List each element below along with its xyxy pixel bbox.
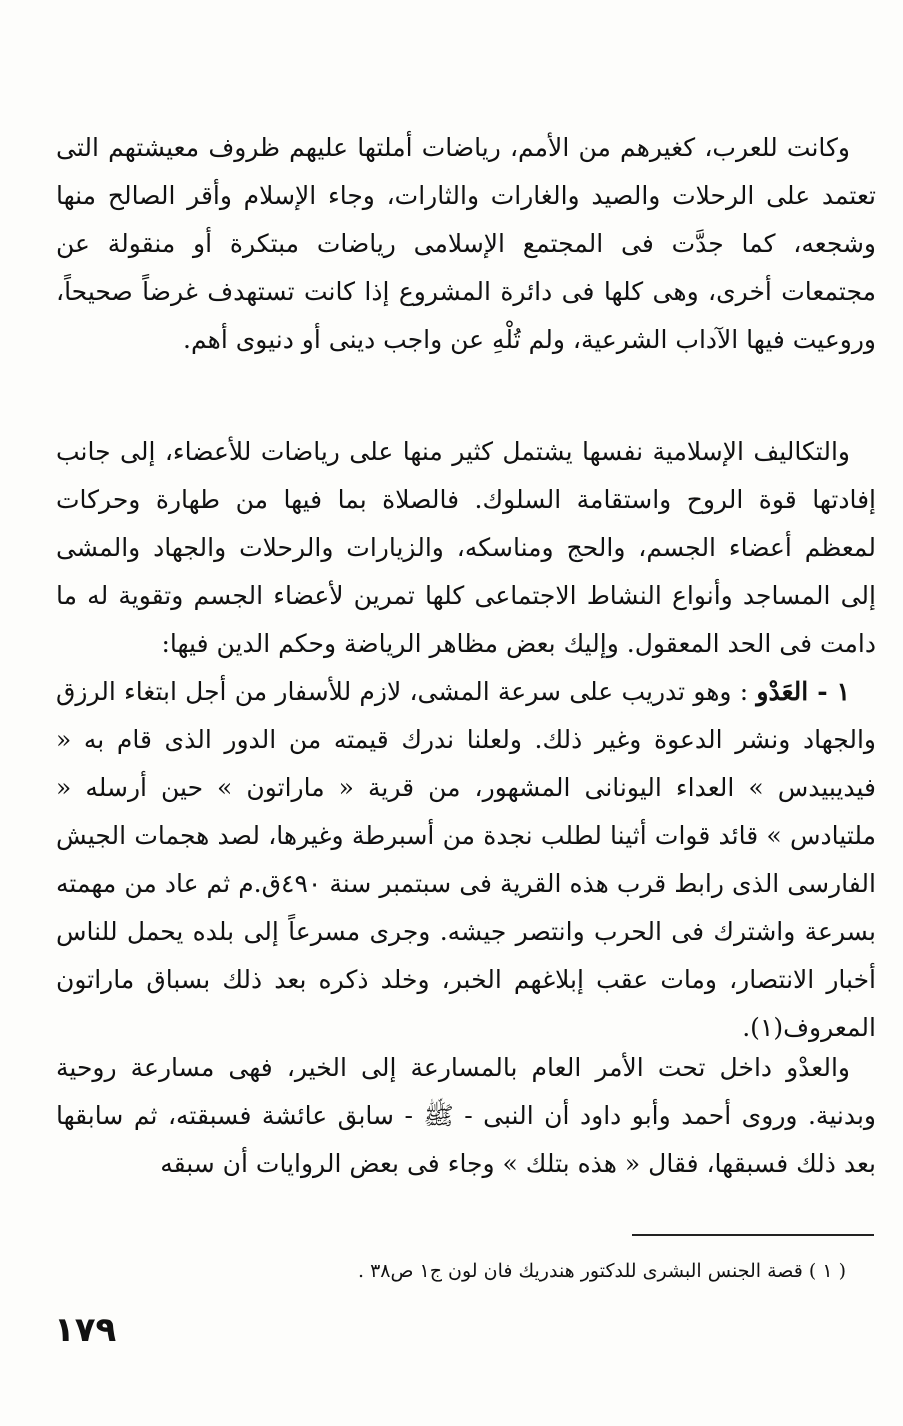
footnote: ( ١ ) قصة الجنس البشرى للدكتور هندريك فان لون ج١ ص٣٨ .	[357, 1260, 846, 1282]
section-heading-running: ١ - العَدْو	[756, 677, 850, 706]
page-number: ١٧٩	[54, 1310, 117, 1350]
paragraph-running	[56, 668, 876, 1052]
paragraph-sports-of-arabs	[56, 124, 876, 364]
paragraph-body: : وهو تدريب على سرعة المشى، لازم للأسفار من أجل ابتغاء الرزق والجهاد ونشر الدعوة وغير ذلك. ولعلنا ندرك قيمته من الدور الذى قام به « فيديبيدس » العداء اليونانى المشهور، من قرية « ماراتون » حين أرسله « ملتيادس » قائد قوات أثينا لطلب نجدة من أسبرطة وغيرها، لصد هجمات الجيش الفارسى الذى رابط قرب هذه القرية فى سبتمبر سنة ٤٩٠ق.م ثم عاد من مهمته بسرعة واشترك فى الحرب وانتصر جيشه. وجرى مسرعاً إلى بلده يحمل للناس أخبار الانتصار، ومات عقب إبلاغهم الخبر، وخلد ذكره بعد ذلك بسباق ماراتون المعروف(١).	[56, 677, 876, 1042]
paragraph-running-hadith	[56, 1044, 876, 1188]
paragraph-text: وكانت للعرب، كغيرهم من الأمم، رياضات أملتها عليهم ظروف معيشتهم التى تعتمد على الرحلات والصيد والغارات والثارات، وجاء الإسلام وأقر الصالح منها وشجعه، كما جدَّت فى المجتمع الإسلامى رياضات مبتكرة أو منقولة عن مجتمعات أخرى، وهى كلها فى دائرة المشروع إذا كانت تستهدف غرضاً صحيحاً، وروعيت فيها الآداب الشرعية، ولم تُلْهِ عن واجب دينى أو دنيوى أهم.	[56, 133, 876, 354]
paragraph-text: والتكاليف الإسلامية نفسها يشتمل كثير منها على رياضات للأعضاء، إلى جانب إفادتها قوة الروح واستقامة السلوك. فالصلاة بما فيها من طهارة وحركات لمعظم أعضاء الجسم، والحج ومناسكه، والزيارات والرحلات والجهاد والمشى إلى المساجد وأنواع النشاط الاجتماعى كلها تمرين لأعضاء الجسم وتقوية له ما دامت فى الحد المعقول. وإليك بعض مظاهر الرياضة وحكم الدين فيها:	[56, 437, 876, 658]
paragraph-text: والعدْو داخل تحت الأمر العام بالمسارعة إلى الخير، فهى مسارعة روحية وبدنية. وروى أحمد وأبو داود أن النبى - ﷺ - سابق عائشة فسبقته، ثم سابقها بعد ذلك فسبقها، فقال « هذه بتلك » وجاء فى بعض الروايات أن سبقه	[56, 1053, 876, 1178]
paragraph-text	[56, 668, 876, 1052]
paragraph-islamic-duties	[56, 428, 876, 668]
footnote-divider	[632, 1234, 874, 1236]
